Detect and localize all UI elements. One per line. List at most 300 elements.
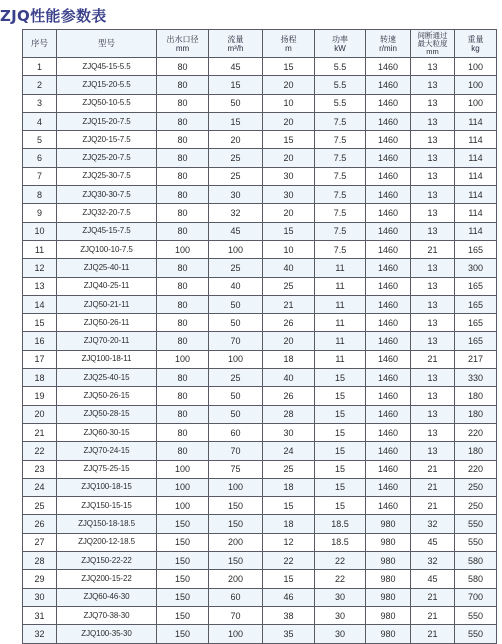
cell-head: 26 (263, 314, 315, 332)
cell-model: ZJQ100-35-30 (57, 625, 157, 643)
header-unit: m³/h (227, 43, 244, 53)
cell-power: 7.5 (315, 131, 366, 149)
cell-power: 11 (315, 295, 366, 313)
cell-outlet-diameter: 100 (157, 497, 209, 515)
header-unit: kW (334, 43, 346, 53)
cell-max-particle: 13 (411, 112, 455, 130)
page-title: ZJQ性能参数表 (0, 7, 107, 25)
cell-head: 30 (263, 423, 315, 441)
cell-power: 11 (315, 277, 366, 295)
cell-speed: 1460 (366, 423, 411, 441)
cell-serial: 4 (23, 112, 57, 130)
header-flow (209, 30, 263, 58)
cell-flow: 25 (209, 369, 263, 387)
cell-model: ZJQ60-46-30 (57, 588, 157, 606)
cell-power: 7.5 (315, 186, 366, 204)
cell-weight: 114 (455, 167, 497, 185)
cell-max-particle: 21 (411, 625, 455, 643)
cell-speed: 1460 (366, 405, 411, 423)
cell-head: 15 (263, 58, 315, 76)
table-row (23, 149, 497, 167)
cell-serial: 13 (23, 277, 57, 295)
cell-outlet-diameter: 80 (157, 222, 209, 240)
cell-serial: 24 (23, 478, 57, 496)
cell-power: 11 (315, 259, 366, 277)
cell-weight: 550 (455, 606, 497, 624)
cell-power: 5.5 (315, 58, 366, 76)
cell-power: 15 (315, 369, 366, 387)
cell-model: ZJQ50-10-5.5 (57, 94, 157, 112)
cell-flow: 32 (209, 204, 263, 222)
cell-outlet-diameter: 80 (157, 369, 209, 387)
cell-power: 7.5 (315, 222, 366, 240)
cell-speed: 1460 (366, 497, 411, 515)
cell-power: 15 (315, 387, 366, 405)
cell-speed: 980 (366, 570, 411, 588)
cell-model: ZJQ150-18-18.5 (57, 515, 157, 533)
header-max-particle (411, 30, 455, 58)
cell-max-particle: 32 (411, 552, 455, 570)
table-row (23, 167, 497, 185)
cell-power: 7.5 (315, 112, 366, 130)
header-speed (366, 30, 411, 58)
table-row (23, 405, 497, 423)
cell-speed: 1460 (366, 369, 411, 387)
cell-max-particle: 13 (411, 295, 455, 313)
cell-serial: 25 (23, 497, 57, 515)
cell-weight: 250 (455, 497, 497, 515)
cell-max-particle: 13 (411, 387, 455, 405)
cell-speed: 980 (366, 606, 411, 624)
table-row (23, 94, 497, 112)
cell-flow: 70 (209, 606, 263, 624)
cell-model: ZJQ50-26-11 (57, 314, 157, 332)
cell-outlet-diameter: 80 (157, 259, 209, 277)
cell-outlet-diameter: 80 (157, 314, 209, 332)
cell-outlet-diameter: 150 (157, 515, 209, 533)
cell-serial: 15 (23, 314, 57, 332)
cell-outlet-diameter: 150 (157, 588, 209, 606)
cell-head: 21 (263, 295, 315, 313)
cell-outlet-diameter: 100 (157, 478, 209, 496)
cell-weight: 165 (455, 332, 497, 350)
cell-weight: 700 (455, 588, 497, 606)
cell-weight: 330 (455, 369, 497, 387)
cell-speed: 1460 (366, 295, 411, 313)
cell-model: ZJQ70-38-30 (57, 606, 157, 624)
header-power (315, 30, 366, 58)
cell-flow: 200 (209, 533, 263, 551)
cell-model: ZJQ50-21-11 (57, 295, 157, 313)
cell-flow: 150 (209, 552, 263, 570)
cell-weight: 114 (455, 222, 497, 240)
header-label: 转速 (380, 34, 396, 44)
header-unit: r/min (379, 43, 397, 53)
header-label: 扬程 (280, 34, 297, 44)
cell-max-particle: 21 (411, 350, 455, 368)
cell-max-particle: 13 (411, 405, 455, 423)
cell-max-particle: 13 (411, 222, 455, 240)
cell-outlet-diameter: 150 (157, 606, 209, 624)
cell-speed: 1460 (366, 149, 411, 167)
table-row (23, 369, 497, 387)
table-body (23, 58, 497, 644)
cell-speed: 1460 (366, 76, 411, 94)
cell-model: ZJQ70-20-11 (57, 332, 157, 350)
cell-weight: 165 (455, 277, 497, 295)
cell-head: 24 (263, 442, 315, 460)
cell-head: 46 (263, 588, 315, 606)
cell-model: ZJQ30-30-7.5 (57, 186, 157, 204)
cell-flow: 70 (209, 442, 263, 460)
cell-serial: 8 (23, 186, 57, 204)
cell-flow: 25 (209, 149, 263, 167)
cell-flow: 100 (209, 240, 263, 258)
cell-head: 26 (263, 387, 315, 405)
cell-serial: 9 (23, 204, 57, 222)
cell-serial: 29 (23, 570, 57, 588)
cell-flow: 200 (209, 570, 263, 588)
header-model (57, 30, 157, 58)
cell-model: ZJQ60-30-15 (57, 423, 157, 441)
cell-flow: 150 (209, 515, 263, 533)
cell-outlet-diameter: 80 (157, 131, 209, 149)
cell-serial: 32 (23, 625, 57, 643)
cell-outlet-diameter: 100 (157, 460, 209, 478)
cell-max-particle: 13 (411, 442, 455, 460)
cell-power: 5.5 (315, 94, 366, 112)
cell-speed: 1460 (366, 442, 411, 460)
cell-flow: 20 (209, 131, 263, 149)
cell-weight: 100 (455, 76, 497, 94)
cell-outlet-diameter: 80 (157, 332, 209, 350)
cell-weight: 114 (455, 112, 497, 130)
cell-power: 15 (315, 497, 366, 515)
cell-max-particle: 13 (411, 94, 455, 112)
cell-serial: 14 (23, 295, 57, 313)
cell-outlet-diameter: 80 (157, 387, 209, 405)
cell-model: ZJQ32-20-7.5 (57, 204, 157, 222)
cell-weight: 250 (455, 478, 497, 496)
cell-max-particle: 21 (411, 606, 455, 624)
cell-power: 30 (315, 606, 366, 624)
cell-power: 15 (315, 405, 366, 423)
cell-power: 30 (315, 588, 366, 606)
table-row (23, 387, 497, 405)
cell-flow: 50 (209, 387, 263, 405)
cell-head: 10 (263, 240, 315, 258)
cell-speed: 1460 (366, 186, 411, 204)
cell-flow: 50 (209, 94, 263, 112)
cell-weight: 165 (455, 295, 497, 313)
cell-serial: 7 (23, 167, 57, 185)
cell-flow: 50 (209, 295, 263, 313)
cell-model: ZJQ100-18-15 (57, 478, 157, 496)
cell-max-particle: 13 (411, 369, 455, 387)
cell-flow: 60 (209, 588, 263, 606)
table-row (23, 606, 497, 624)
cell-serial: 19 (23, 387, 57, 405)
cell-power: 15 (315, 460, 366, 478)
cell-head: 25 (263, 460, 315, 478)
table-row (23, 423, 497, 441)
cell-speed: 1460 (366, 259, 411, 277)
cell-head: 10 (263, 94, 315, 112)
cell-flow: 15 (209, 76, 263, 94)
cell-model: ZJQ25-40-11 (57, 259, 157, 277)
cell-model: ZJQ100-10-7.5 (57, 240, 157, 258)
cell-power: 11 (315, 314, 366, 332)
cell-flow: 100 (209, 625, 263, 643)
cell-speed: 1460 (366, 332, 411, 350)
cell-max-particle: 13 (411, 332, 455, 350)
cell-speed: 1460 (366, 350, 411, 368)
cell-head: 30 (263, 186, 315, 204)
cell-head: 30 (263, 167, 315, 185)
cell-head: 22 (263, 552, 315, 570)
cell-power: 11 (315, 350, 366, 368)
cell-model: ZJQ150-22-22 (57, 552, 157, 570)
cell-flow: 25 (209, 167, 263, 185)
cell-weight: 100 (455, 94, 497, 112)
cell-flow: 75 (209, 460, 263, 478)
cell-power: 7.5 (315, 167, 366, 185)
cell-power: 15 (315, 442, 366, 460)
cell-max-particle: 32 (411, 515, 455, 533)
cell-weight: 550 (455, 625, 497, 643)
table-row (23, 112, 497, 130)
table-row (23, 570, 497, 588)
cell-outlet-diameter: 80 (157, 112, 209, 130)
cell-max-particle: 21 (411, 240, 455, 258)
cell-model: ZJQ200-12-18.5 (57, 533, 157, 551)
cell-weight: 580 (455, 552, 497, 570)
cell-head: 40 (263, 259, 315, 277)
table-row (23, 314, 497, 332)
header-label: 功率 (332, 34, 348, 44)
cell-head: 20 (263, 332, 315, 350)
cell-max-particle: 13 (411, 314, 455, 332)
cell-head: 15 (263, 222, 315, 240)
cell-speed: 1460 (366, 387, 411, 405)
table-row (23, 259, 497, 277)
cell-weight: 100 (455, 58, 497, 76)
cell-outlet-diameter: 80 (157, 186, 209, 204)
cell-flow: 30 (209, 186, 263, 204)
cell-model: ZJQ200-15-22 (57, 570, 157, 588)
table-row (23, 240, 497, 258)
table-row (23, 131, 497, 149)
cell-flow: 45 (209, 58, 263, 76)
cell-model: ZJQ70-24-15 (57, 442, 157, 460)
cell-flow: 45 (209, 222, 263, 240)
cell-power: 7.5 (315, 204, 366, 222)
cell-max-particle: 13 (411, 277, 455, 295)
table-row (23, 552, 497, 570)
cell-head: 38 (263, 606, 315, 624)
cell-power: 18.5 (315, 533, 366, 551)
cell-flow: 40 (209, 277, 263, 295)
cell-model: ZJQ25-20-7.5 (57, 149, 157, 167)
header-unit: m (285, 43, 292, 53)
cell-model: ZJQ40-25-11 (57, 277, 157, 295)
cell-serial: 16 (23, 332, 57, 350)
cell-max-particle: 13 (411, 76, 455, 94)
cell-head: 20 (263, 204, 315, 222)
header-unit: mm (175, 43, 190, 53)
cell-power: 7.5 (315, 149, 366, 167)
header-serial (23, 30, 57, 58)
cell-outlet-diameter: 80 (157, 167, 209, 185)
table-row (23, 186, 497, 204)
cell-serial: 20 (23, 405, 57, 423)
cell-outlet-diameter: 80 (157, 94, 209, 112)
header-label: 间断通过 (417, 30, 448, 40)
cell-flow: 50 (209, 314, 263, 332)
cell-power: 18.5 (315, 515, 366, 533)
header-weight (455, 30, 497, 58)
cell-head: 25 (263, 277, 315, 295)
cell-model: ZJQ20-15-7.5 (57, 131, 157, 149)
cell-power: 30 (315, 625, 366, 643)
cell-outlet-diameter: 80 (157, 405, 209, 423)
cell-speed: 1460 (366, 222, 411, 240)
cell-power: 7.5 (315, 240, 366, 258)
cell-speed: 1460 (366, 58, 411, 76)
cell-speed: 1460 (366, 204, 411, 222)
cell-flow: 60 (209, 423, 263, 441)
cell-weight: 114 (455, 204, 497, 222)
cell-serial: 22 (23, 442, 57, 460)
cell-head: 35 (263, 625, 315, 643)
cell-serial: 2 (23, 76, 57, 94)
table-row (23, 204, 497, 222)
cell-outlet-diameter: 80 (157, 277, 209, 295)
cell-head: 12 (263, 533, 315, 551)
cell-outlet-diameter: 150 (157, 552, 209, 570)
table-row (23, 533, 497, 551)
cell-outlet-diameter: 150 (157, 533, 209, 551)
cell-outlet-diameter: 150 (157, 625, 209, 643)
cell-max-particle: 13 (411, 167, 455, 185)
cell-speed: 980 (366, 625, 411, 643)
cell-model: ZJQ15-20-7.5 (57, 112, 157, 130)
cell-flow: 70 (209, 332, 263, 350)
cell-weight: 180 (455, 387, 497, 405)
header-label: 序号 (30, 38, 48, 48)
cell-serial: 10 (23, 222, 57, 240)
cell-power: 15 (315, 423, 366, 441)
cell-serial: 1 (23, 58, 57, 76)
cell-serial: 21 (23, 423, 57, 441)
cell-max-particle: 13 (411, 58, 455, 76)
header-label: 重量 (467, 34, 484, 44)
cell-model: ZJQ25-30-7.5 (57, 167, 157, 185)
cell-weight: 300 (455, 259, 497, 277)
header-label: 型号 (97, 38, 115, 48)
header-label: 出水口径 (166, 34, 199, 44)
cell-weight: 217 (455, 350, 497, 368)
cell-serial: 30 (23, 588, 57, 606)
cell-speed: 1460 (366, 240, 411, 258)
cell-model: ZJQ25-40-15 (57, 369, 157, 387)
cell-weight: 580 (455, 570, 497, 588)
cell-head: 20 (263, 76, 315, 94)
cell-serial: 28 (23, 552, 57, 570)
cell-weight: 220 (455, 460, 497, 478)
cell-max-particle: 21 (411, 460, 455, 478)
cell-speed: 980 (366, 588, 411, 606)
cell-head: 20 (263, 149, 315, 167)
table-row (23, 76, 497, 94)
cell-model: ZJQ100-18-11 (57, 350, 157, 368)
table-row (23, 588, 497, 606)
cell-serial: 27 (23, 533, 57, 551)
cell-outlet-diameter: 100 (157, 240, 209, 258)
cell-flow: 150 (209, 497, 263, 515)
table-row (23, 478, 497, 496)
cell-speed: 980 (366, 552, 411, 570)
cell-serial: 5 (23, 131, 57, 149)
cell-outlet-diameter: 100 (157, 350, 209, 368)
cell-serial: 17 (23, 350, 57, 368)
table-row (23, 515, 497, 533)
table-row (23, 58, 497, 76)
cell-speed: 1460 (366, 277, 411, 295)
cell-serial: 26 (23, 515, 57, 533)
cell-model: ZJQ50-26-15 (57, 387, 157, 405)
table-row (23, 497, 497, 515)
cell-weight: 180 (455, 405, 497, 423)
cell-max-particle: 13 (411, 259, 455, 277)
cell-weight: 165 (455, 240, 497, 258)
cell-serial: 6 (23, 149, 57, 167)
cell-serial: 3 (23, 94, 57, 112)
cell-speed: 1460 (366, 314, 411, 332)
cell-outlet-diameter: 80 (157, 295, 209, 313)
cell-head: 18 (263, 478, 315, 496)
table-row (23, 625, 497, 643)
cell-outlet-diameter: 80 (157, 58, 209, 76)
table-header-row (23, 30, 497, 58)
cell-max-particle: 13 (411, 186, 455, 204)
cell-outlet-diameter: 150 (157, 570, 209, 588)
cell-max-particle: 21 (411, 478, 455, 496)
cell-model: ZJQ75-25-15 (57, 460, 157, 478)
cell-max-particle: 21 (411, 588, 455, 606)
cell-max-particle: 45 (411, 533, 455, 551)
cell-model: ZJQ45-15-5.5 (57, 58, 157, 76)
cell-speed: 1460 (366, 478, 411, 496)
cell-speed: 1460 (366, 131, 411, 149)
table-row (23, 277, 497, 295)
cell-head: 15 (263, 131, 315, 149)
cell-max-particle: 21 (411, 497, 455, 515)
cell-speed: 1460 (366, 112, 411, 130)
cell-outlet-diameter: 80 (157, 423, 209, 441)
cell-serial: 11 (23, 240, 57, 258)
cell-speed: 1460 (366, 460, 411, 478)
cell-head: 18 (263, 515, 315, 533)
cell-power: 11 (315, 332, 366, 350)
cell-outlet-diameter: 80 (157, 204, 209, 222)
cell-head: 28 (263, 405, 315, 423)
header-outlet-diameter (157, 30, 209, 58)
cell-model: ZJQ45-15-7.5 (57, 222, 157, 240)
cell-power: 15 (315, 478, 366, 496)
cell-speed: 1460 (366, 94, 411, 112)
cell-model: ZJQ150-15-15 (57, 497, 157, 515)
